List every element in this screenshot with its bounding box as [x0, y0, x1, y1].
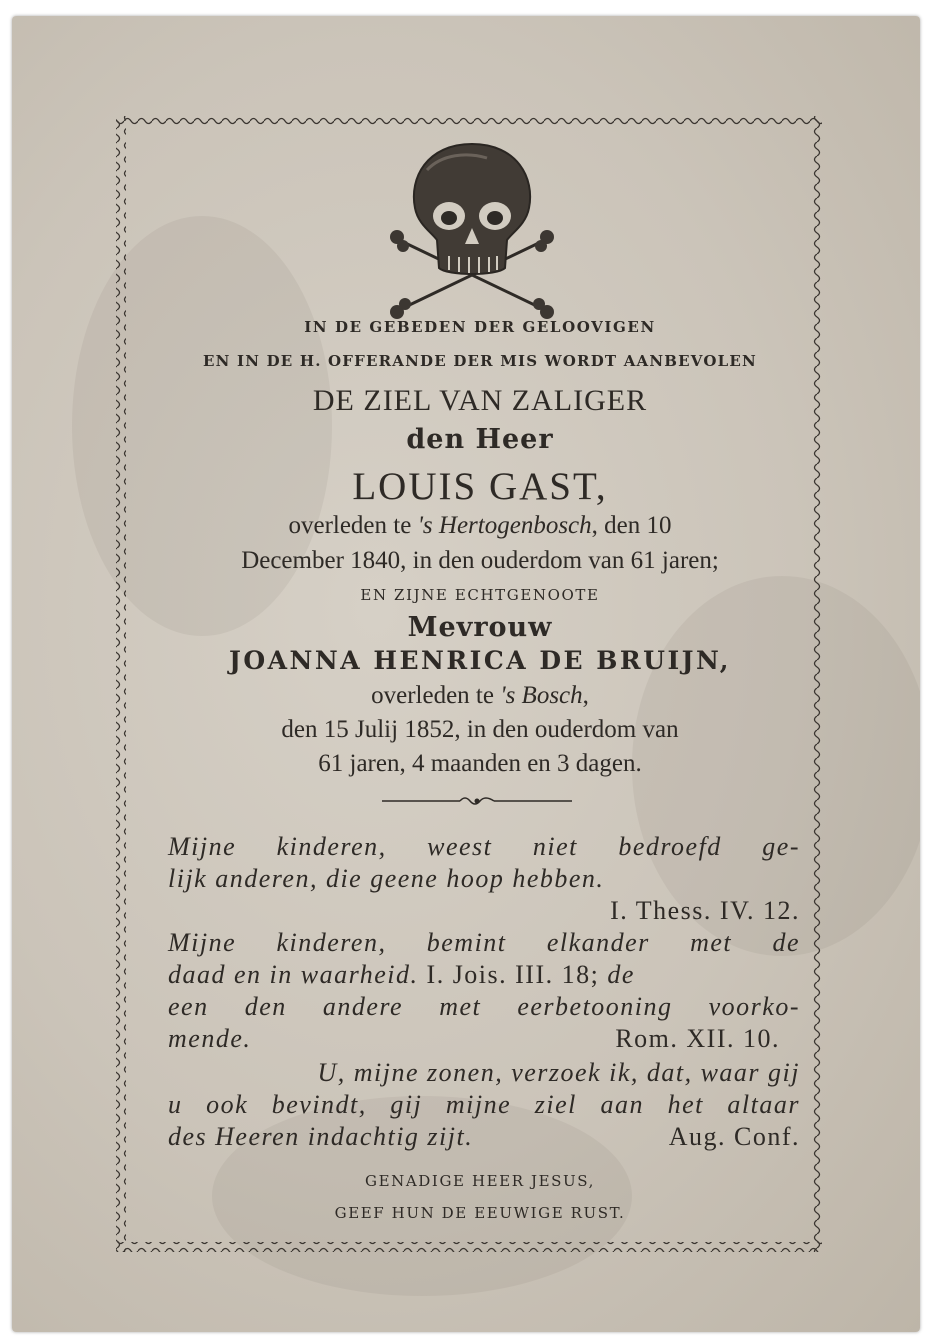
- verse-line-4-text: daad en in waarheid.: [168, 960, 427, 989]
- him-died-line-1: [130, 512, 830, 540]
- verse-ref-3: Rom. XII. 10.: [615, 1024, 780, 1053]
- memorial-card: [12, 16, 920, 1332]
- her-place: 's Bosch: [500, 682, 583, 709]
- ornamental-divider-icon: [382, 794, 572, 808]
- verse-ref-2: I. Jois. III. 18;: [426, 960, 608, 989]
- verse-ref-1: I. Thess. IV. 12.: [610, 896, 800, 925]
- verse-line-3: Mijne kinderen, bemint elkander met de: [168, 928, 800, 957]
- card-text: [130, 16, 830, 1332]
- her-died-line-2: den 15 Julij 1852, in den ouderdom van: [281, 716, 679, 743]
- her-died-line-3: 61 jaren, 4 maanden en 3 dagen.: [318, 750, 642, 777]
- verse-line-9-text: des Heeren indachtig zijt.: [168, 1122, 474, 1151]
- her-died-suffix: ,: [582, 682, 589, 709]
- him-died-prefix: overleden te: [288, 512, 418, 539]
- verse-line-4-tail: de: [607, 960, 635, 989]
- her-died-prefix: overleden te: [371, 682, 501, 709]
- title-her: Mevrouw: [407, 612, 553, 643]
- him-place: 's Hertogenbosch: [417, 512, 592, 539]
- verse-line-4: [168, 960, 800, 990]
- verse-line-6-text: mende.: [168, 1024, 252, 1053]
- verse-line-1: Mijne kinderen, weest niet bedroefd ge-: [168, 832, 800, 861]
- spouse-line: EN ZIJNE ECHTGENOOTE: [360, 586, 600, 604]
- verse-line-5: een den andere met eerbetooning voorko-: [168, 992, 800, 1021]
- closing-line-1: GENADIGE HEER JESUS,: [365, 1172, 595, 1190]
- closing-line-2: GEEF HUN DE EEUWIGE RUST.: [334, 1204, 626, 1222]
- title-him: den Heer: [406, 424, 554, 455]
- name-him: LOUIS GAST,: [352, 465, 608, 508]
- name-her: JOANNA HENRICA DE BRUIJN,: [229, 646, 731, 675]
- verse-ref-4: Aug. Conf.: [668, 1122, 800, 1151]
- verse-line-7: U, mijne zonen, verzoek ik, dat, waar gij: [317, 1058, 800, 1087]
- header-line-1: IN DE GEBEDEN DER GELOOVIGEN: [304, 318, 656, 336]
- him-died-suffix: , den 10: [591, 512, 672, 539]
- verse-line-8: u ook bevindt, gij mijne ziel aan het altaar: [168, 1090, 800, 1119]
- him-died-line-2: December 1840, in den ouderdom van 61 jaren;: [241, 547, 719, 574]
- header-line-2: EN IN DE H. OFFERANDE DER MIS WORDT AANBEVOLEN: [203, 352, 757, 370]
- soul-line: DE ZIEL VAN ZALIGER: [312, 384, 648, 417]
- her-died-line-1: [130, 682, 830, 710]
- verse-line-2: lijk anderen, die geene hoop hebben.: [168, 864, 605, 893]
